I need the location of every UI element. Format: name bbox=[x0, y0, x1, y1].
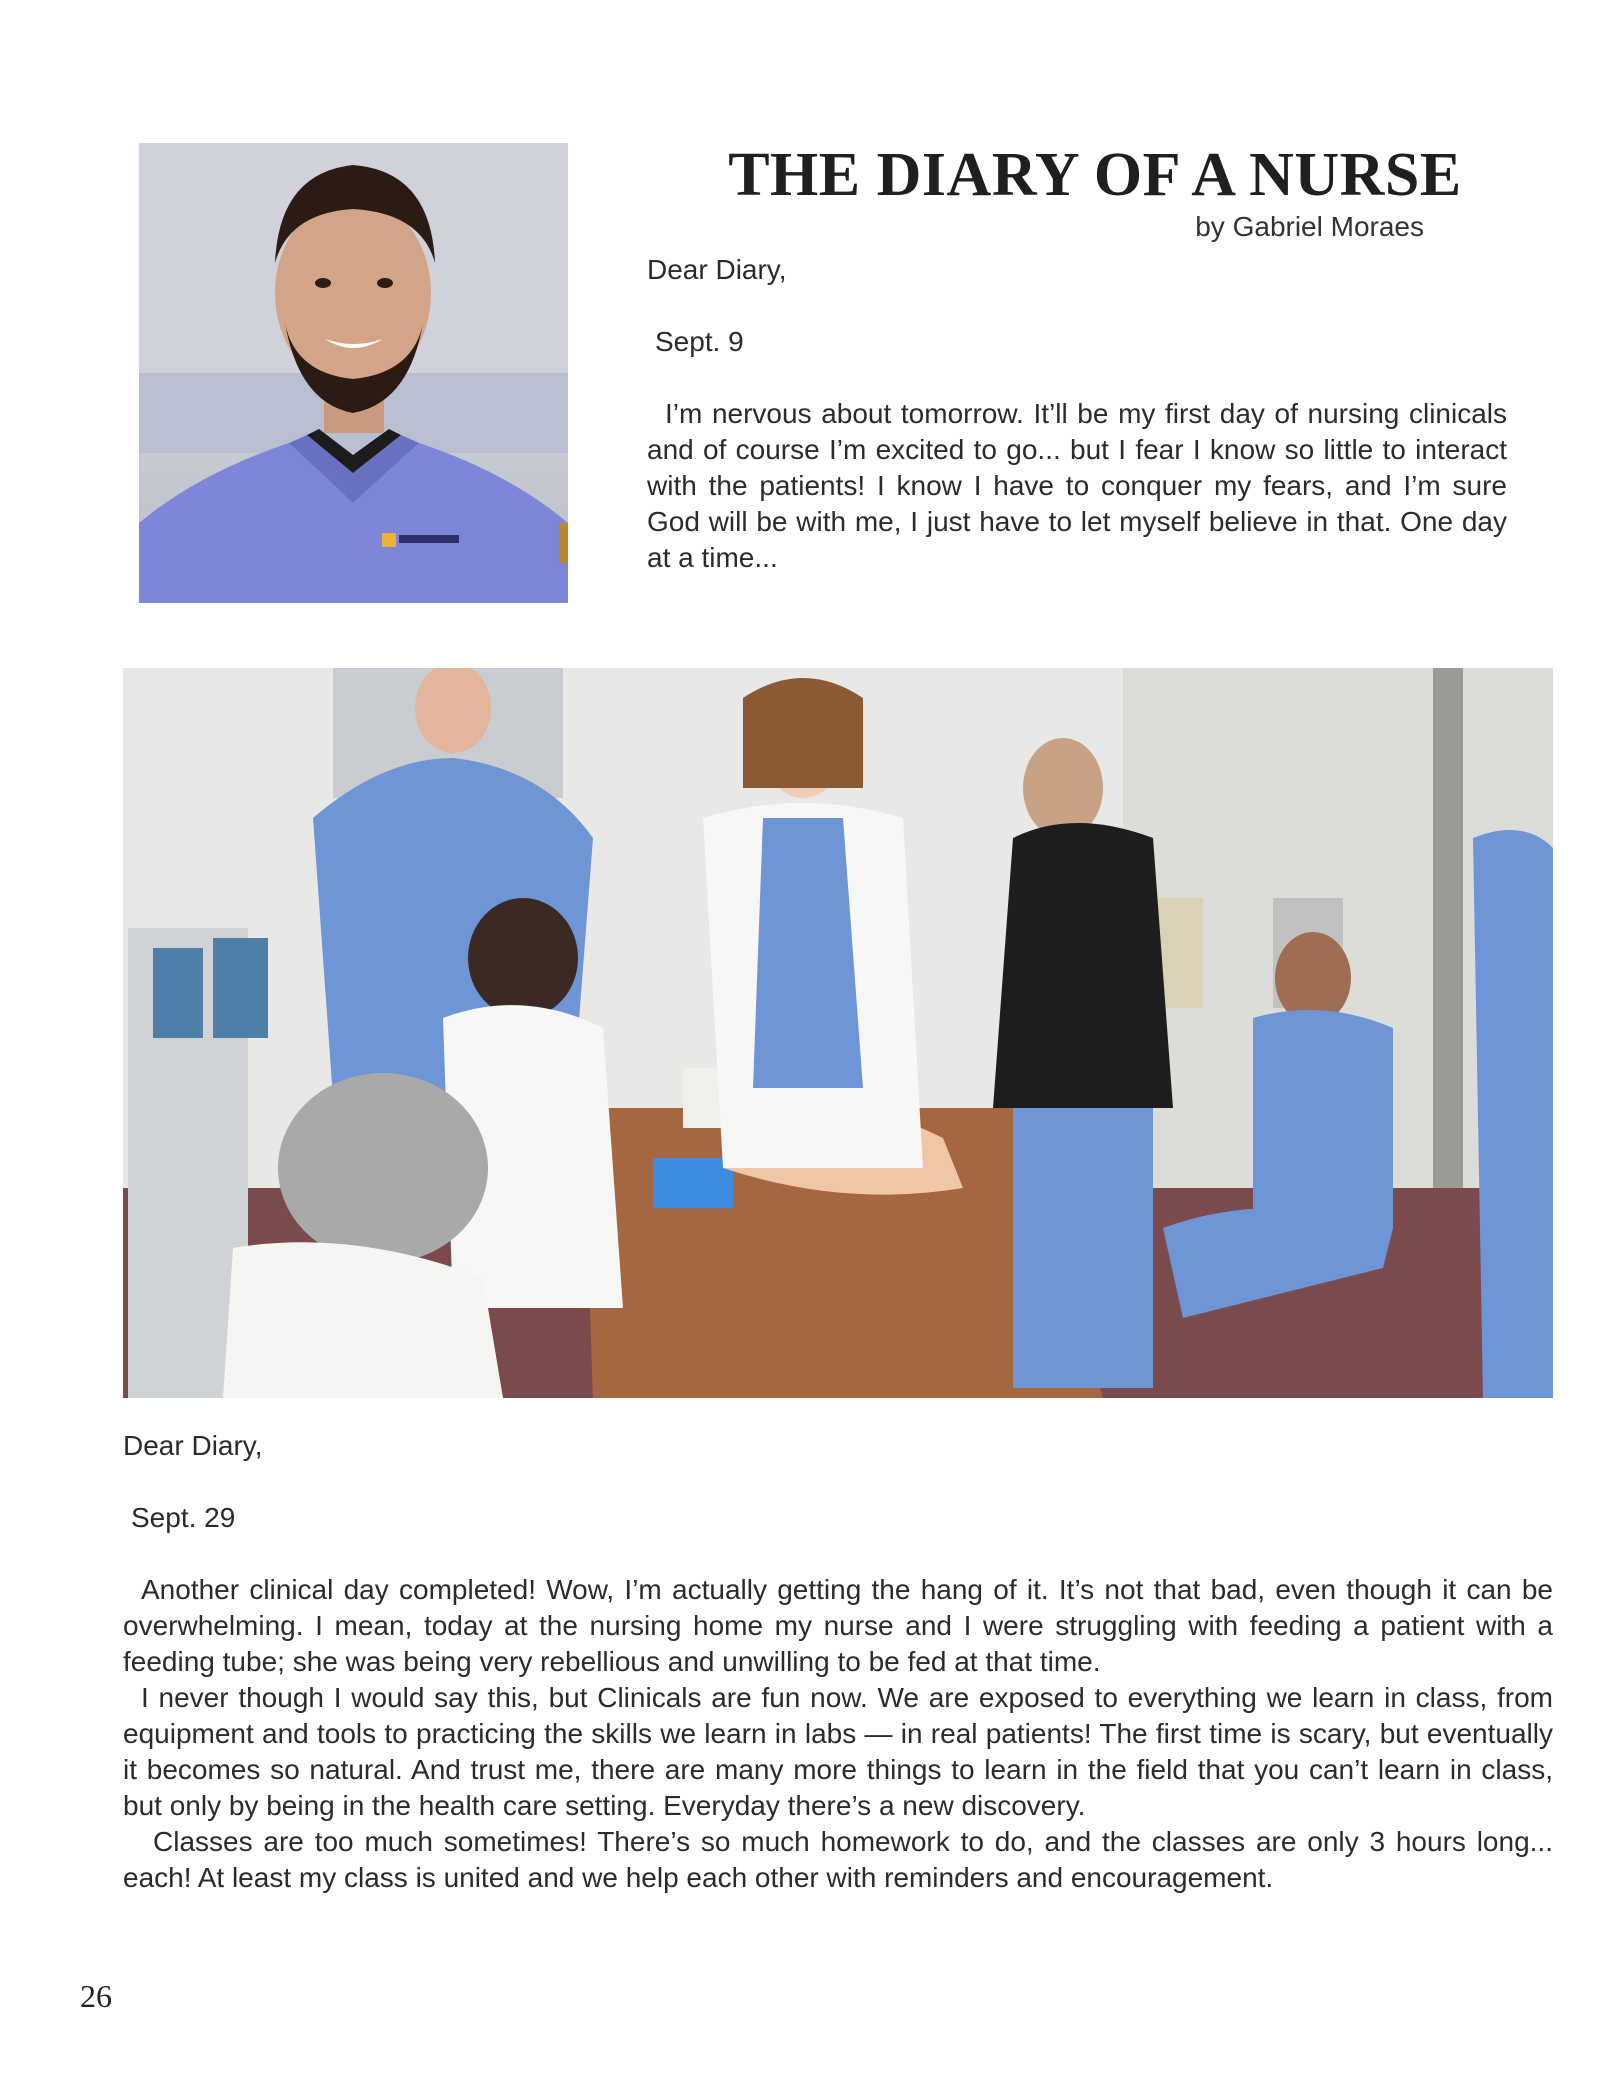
entry-2-paragraph: I never though I would say this, but Clinicals are fun now. We are exposed to everything we learn in class, from equipment and tools to practicing the skills we learn in labs — in real patients! The first time is scary, but eventually it becomes so natural. And trust me, there are many more things to learn in the field that you can’t learn in class, but only by being in the health care setting. Everyday there’s a new discovery. bbox=[123, 1682, 1553, 1821]
diary-entry-1 bbox=[647, 252, 1507, 576]
entry-1-paragraph: I’m nervous about tomorrow. It’ll be my first day of nursing clinicals and of course I’m excited to go... but I fear I know so little to interact with the patients! I know I have to conquer my fears, and I’m sure God will be with me, I just have to let myself believe in that. One day at a time... bbox=[647, 398, 1507, 573]
title-block bbox=[640, 140, 1510, 244]
nursing-class-photo bbox=[123, 668, 1553, 1398]
byline: by Gabriel Moraes bbox=[1195, 211, 1424, 242]
entry-1-salutation: Dear Diary, bbox=[647, 254, 787, 285]
entry-2-salutation: Dear Diary, bbox=[123, 1430, 263, 1461]
diary-entry-2 bbox=[123, 1428, 1553, 1896]
page-title: THE DIARY OF A NURSE bbox=[728, 141, 1462, 209]
entry-2-paragraph: Another clinical day completed! Wow, I’m actually getting the hang of it. It’s not that bad, even though it can be overwhelming. I mean, today at the nursing home my nurse and I were struggling with feeding a patient with a feeding tube; she was being very rebellious and unwilling to be fed at that time. bbox=[123, 1574, 1553, 1677]
entry-1-date: Sept. 9 bbox=[655, 326, 744, 357]
author-portrait-photo bbox=[139, 143, 568, 603]
entry-2-paragraph: Classes are too much sometimes! There’s so much homework to do, and the classes are only 3 hours long... each! At least my class is united and we help each other with reminders and encouragement. bbox=[123, 1826, 1553, 1893]
page-number: 26 bbox=[80, 1978, 112, 2014]
entry-2-date: Sept. 29 bbox=[131, 1502, 236, 1533]
